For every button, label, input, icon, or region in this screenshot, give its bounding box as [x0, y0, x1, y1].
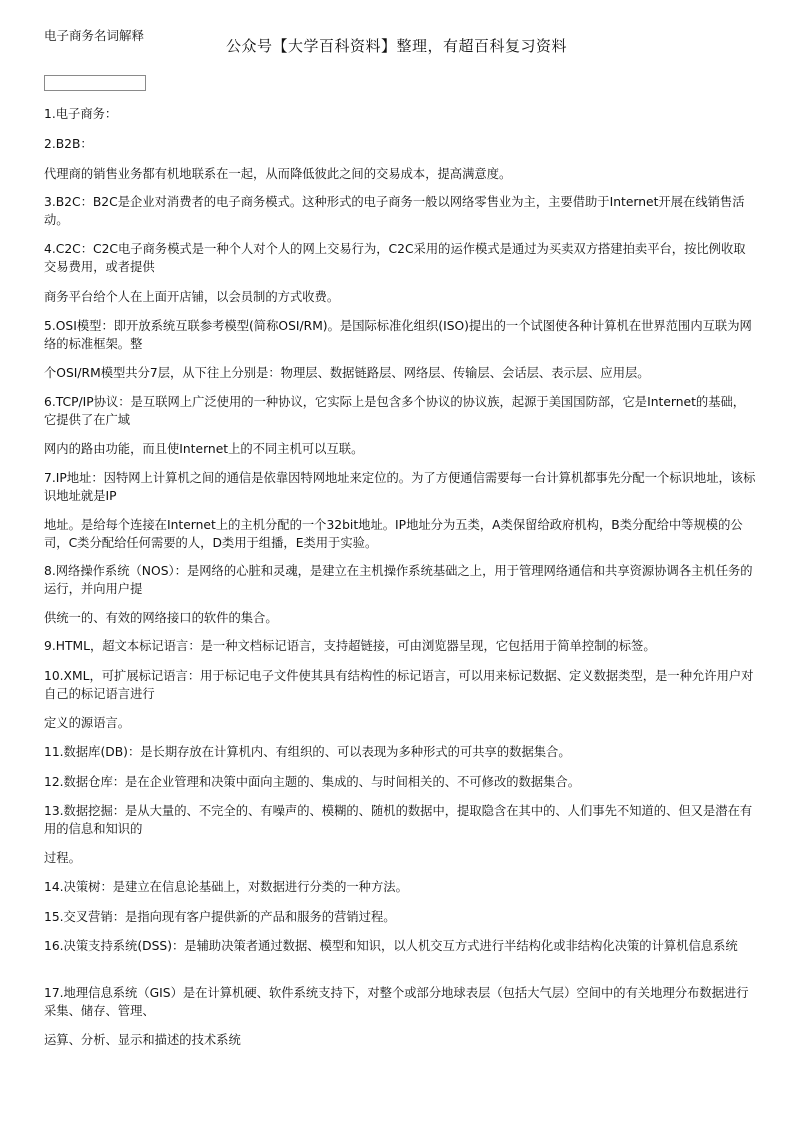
paragraph-21: 过程。: [44, 851, 81, 865]
paragraph-9: 6.TCP/IP协议：是互联网上广泛使用的一种协议，它实际上是包含多个协议的协议族，起源于美国国防部，它是Internet的基础，它提供了在广域: [44, 395, 746, 427]
paragraph-6: 商务平台给个人在上面开店铺，以会员制的方式收费。: [44, 290, 340, 304]
paragraph-11: 7.IP地址：因特网上计算机之间的通信是依靠因特网地址来定位的。为了方便通信需要每一台计算机都事先分配一个标识地址，该标识地址就是IP: [44, 471, 756, 503]
paragraph-22: 14.决策树：是建立在信息论基础上，对数据进行分类的一种方法。: [44, 880, 408, 894]
paragraph-7: 5.OSI模型：即开放系统互联参考模型(简称OSI/RM)。是国际标准化组织(ISO)提出的一个试图使各种计算机在世界范围内互联为网络的标准框架。整: [44, 319, 752, 351]
paragraph-18: 11.数据库(DB)：是长期存放在计算机内、有组织的、可以表现为多种形式的可共享的数据集合。: [44, 745, 571, 759]
paragraph-26: 运算、分析、显示和描述的技术系统: [44, 1033, 241, 1047]
blank-input-box: [44, 75, 146, 91]
paragraph-17: 定义的源语言。: [44, 716, 131, 730]
paragraph-14: 供统一的、有效的网络接口的软件的集合。: [44, 611, 278, 625]
paragraph-23: 15.交叉营销：是指向现有客户提供新的产品和服务的营销过程。: [44, 910, 396, 924]
paragraph-24: 16.决策支持系统(DSS)：是辅助决策者通过数据、模型和知识，以人机交互方式进行半结构化或非结构化决策的计算机信息系统: [44, 939, 738, 953]
paragraph-25: 17.地理信息系统（GIS）是在计算机硬、软件系统支持下，对整个或部分地球表层（包括大气层）空间中的有关地理分布数据进行采集、储存、管理、: [44, 986, 749, 1018]
paragraph-19: 12.数据仓库：是在企业管理和决策中面向主题的、集成的、与时间相关的、不可修改的数据集合。: [44, 775, 581, 789]
document-title: 电子商务名词解释: [44, 28, 145, 43]
paragraph-2: 2.B2B：: [44, 137, 93, 151]
paragraph-4: 3.B2C：B2C是企业对消费者的电子商务模式。这种形式的电子商务一般以网络零售业为主，主要借助于Internet开展在线销售活动。: [44, 195, 745, 227]
paragraph-10: 网内的路由功能，而且使Internet上的不同主机可以互联。: [44, 442, 364, 456]
paragraph-20: 13.数据挖掘：是从大量的、不完全的、有噪声的、模糊的、随机的数据中，提取隐含在其中的、人们事先不知道的、但又是潜在有用的信息和知识的: [44, 804, 753, 836]
paragraph-13: 8.网络操作系统（NOS）：是网络的心脏和灵魂，是建立在主机操作系统基础之上，用于管理网络通信和共享资源协调各主机任务的运行，并向用户提: [44, 564, 753, 596]
paragraph-12: 地址。是给每个连接在Internet上的主机分配的一个32bit地址。IP地址分为五类，A类保留给政府机构，B类分配给中等规模的公司，C类分配给任何需要的人，D类用于组播，E类用于实验。: [44, 518, 743, 550]
paragraph-5: 4.C2C：C2C电子商务模式是一种个人对个人的网上交易行为，C2C采用的运作模式是通过为买卖双方搭建拍卖平台，按比例收取交易费用，或者提供: [44, 242, 746, 274]
paragraph-8: 个OSI/RM模型共分7层，从下往上分别是：物理层、数据链路层、网络层、传输层、会话层、表示层、应用层。: [44, 366, 650, 380]
paragraph-15: 9.HTML，超文本标记语言：是一种文档标记语言，支持超链接，可由浏览器呈现，它包括用于简单控制的标签。: [44, 639, 656, 653]
paragraph-16: 10.XML，可扩展标记语言：用于标记电子文件使其具有结构性的标记语言，可以用来标记数据、定义数据类型，是一种允许用户对自己的标记语言进行: [44, 669, 754, 701]
paragraph-3: 代理商的销售业务都有机地联系在一起，从而降低彼此之间的交易成本，提高满意度。: [44, 167, 512, 181]
paragraph-1: 1.电子商务：: [44, 107, 118, 121]
header-banner: 公众号【大学百科资料】整理，有超百科复习资料: [226, 37, 568, 55]
